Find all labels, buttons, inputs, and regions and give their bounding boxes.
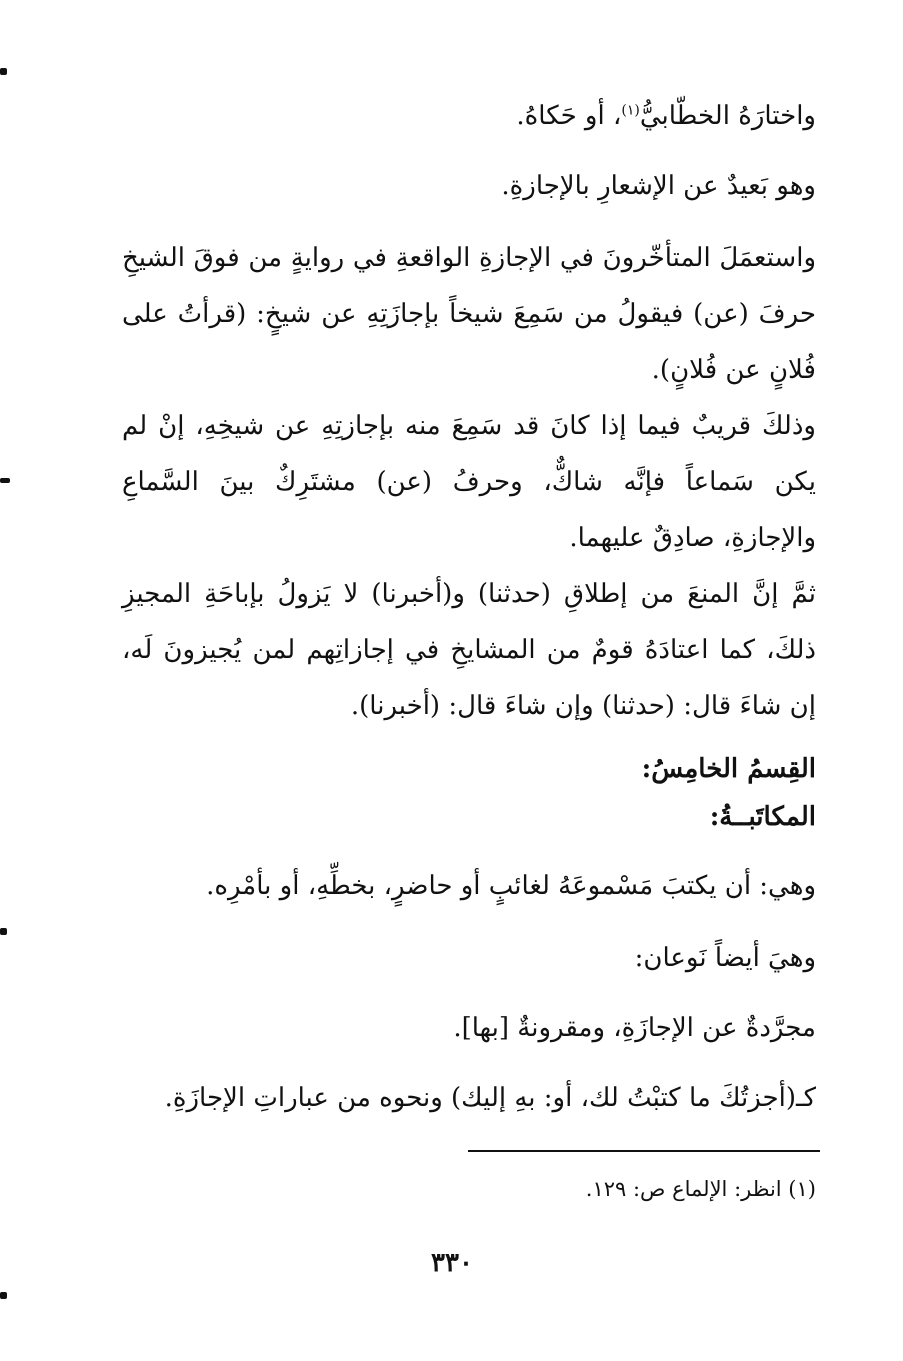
paragraph-1 (122, 88, 816, 144)
paragraph-5: ثمَّ إنَّ المنعَ من إطلاقِ (حدثنا) و(أخبرنا) لا يَزولُ بإباحَةِ المجيزِ ذلكَ، كما اعتادَهُ قومٌ من المشايخِ في إجازاتِهم لمن يُجيزونَ لَه، إن شاءَ قال: (حدثنا) وإن شاءَ قال: (أخبرنا). (122, 579, 816, 721)
scan-mark-lower (0, 928, 7, 935)
page-number: ٣٣٠ (431, 1248, 473, 1278)
paragraph-9: كـ(أجزتُكَ ما كتبْتُ لك، أو: بهِ إليك) ونحوه من عباراتِ الإجازَةِ. (164, 1083, 816, 1113)
paragraph-1-text-a: واختارَهُ الخطّابيُّ (639, 101, 816, 131)
footnote-reference: (١) (621, 102, 640, 119)
paragraph-7: وهيَ أيضاً نَوعان: (634, 943, 816, 973)
scan-mark-middle (0, 478, 10, 483)
paragraph-4: وذلكَ قريبٌ فيما إذا كانَ قد سَمِعَ منه بإجازتِهِ عن شيخِهِ، إنْ لم يكن سَماعاً فإنَّه شاكٌّ، وحرفُ (عن) مشتَرِكٌ بينَ السَّماعِ والإجازةِ، صادِقٌ عليهما. (122, 411, 816, 553)
paragraph-1-text-b: ، أو حَكاهُ. (516, 101, 622, 131)
scan-mark-bottom (0, 1292, 7, 1299)
paragraph-3: واستعمَلَ المتأخّرونَ في الإجازةِ الواقعةِ في روايةٍ من فوقَ الشيخِ حرفَ (عن) فيقولُ من سَمِعَ شيخاً بإجازَتِهِ عن شيخٍ: (قرأتُ على فُلانٍ عن فُلانٍ). (122, 243, 816, 385)
footnote: (١) انظر: الإلماع ص: ١٢٩. (585, 1177, 816, 1201)
paragraph-2: وهو بَعيدٌ عن الإشعارِ بالإجازةِ. (501, 171, 816, 201)
footnote-separator (468, 1150, 820, 1152)
scan-mark-top (0, 68, 7, 75)
section-subheading: المكاتَبــةُ: (709, 802, 816, 832)
paragraph-6: وهي: أن يكتبَ مَسْموعَهُ لغائبٍ أو حاضرٍ، بخطِّهِ، أو بأمْرِه. (206, 871, 816, 901)
paragraph-8: مجرَّدةٌ عن الإجازَةِ، ومقرونةٌ [بها]. (453, 1013, 816, 1043)
section-heading: القِسمُ الخامِسُ: (641, 754, 816, 784)
